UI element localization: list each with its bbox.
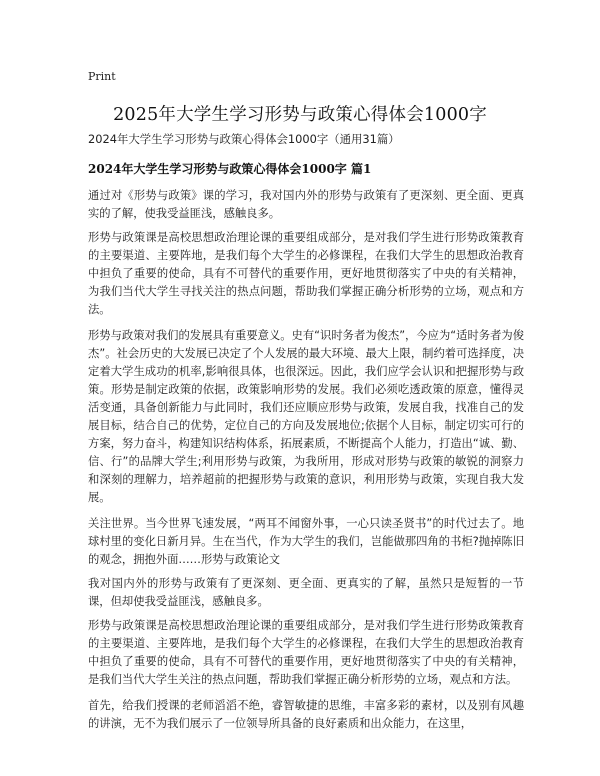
- paragraph-6: 形势与政策课是高校思想政治理论课的重要组成部分，是对我们学生进行形势政策教育的主要渠道、主要阵地，是我们每个大学生的必修课程，在我们大学生的思想政治教育中担负了重要的使命，具有不可替代的重要作用，更好地贯彻落实了中央的有关精神，是我们当代大学生关注的热点问题，帮助我们掌握正确分析形势的立场，观点和方法。: [88, 619, 524, 686]
- paragraph-3: 形势与政策对我们的发展具有重要意义。史有“识时务者为俊杰”，今应为“适时务者为俊杰”。社会历史的大发展已决定了个人发展的最大环境、最大上限，制约着可选择度，决定着大学生成功的机率,影响很具体，也很深远。因此，我们应学会认识和把握形势与政策。形势是制定政策的依据，政策影响形势的发展。我们必须吃透政策的原意，懂得灵活变通，具备创新能力与此同时，我们还应顺应形势与政策，发展自我，找准自己的发展目标，结合自己的优势，定位自己的方向及发展地位;依据个人目标，制定切实可行的方案，努力奋斗，构建知识结构体系，拓展素质，不断提高个人能力，打造出“诚、勤、信、行”的品牌大学生;利用形势与政策，为我所用，形成对形势与政策的敏锐的洞察力和深刻的理解力，培养超前的把握形势与政策的意识，利用形势与政策，实现自我大发展。: [88, 329, 524, 504]
- paragraph-4: [88, 515, 524, 569]
- document-subtitle: 2024年大学生学习形势与政策心得体会1000字（通用31篇）: [88, 132, 400, 146]
- paragraph-4-text: 关注世界。当今世界飞速发展，“两耳不闻窗外事，一心只读圣贤书”的时代过去了。地球村里的变化日新月异。生在当代，作为大学生的我们，岂能做那四角的书柜?抛掉陈旧的观念，拥抱外面……: [88, 517, 525, 566]
- paragraph-1: 通过对《形势与政策》课的学习，我对国内外的形势与政策有了更深刻、更全面、更真实的了解，使我受益匪浅，感触良多。: [88, 189, 524, 220]
- paragraph-2: 形势与政策课是高校思想政治理论课的重要组成部分，是对我们学生进行形势政策教育的主要渠道、主要阵地，是我们每个大学生的必修课程，在我们大学生的思想政治教育中担负了重要的使命，具有不可替代的重要作用，更好地贯彻落实了中央的有关精神，为我们当代大学生寻找关注的热点问题，帮助我们掌握正确分析形势的立场，观点和方法。: [88, 231, 524, 316]
- print-link[interactable]: Print: [88, 70, 116, 83]
- page-title: 2025年大学生学习形势与政策心得体会1000字: [113, 105, 487, 125]
- paragraph-7: 首先，给我们授课的老师滔滔不绝，睿智敏捷的思维，丰富多彩的素材，以及别有风趣的讲演，无不为我们展示了一位领导所具备的良好素质和出众能力，在这里，: [88, 699, 524, 730]
- paragraph-5: 我对国内外的形势与政策有了更深刻、更全面、更真实的了解，虽然只是短暂的一节课，但却使我受益匪浅，感触良多。: [88, 577, 524, 608]
- related-article-link[interactable]: 形势与政策论文: [200, 553, 281, 566]
- section-heading: 2024年大学生学习形势与政策心得体会1000字 篇1: [88, 162, 372, 176]
